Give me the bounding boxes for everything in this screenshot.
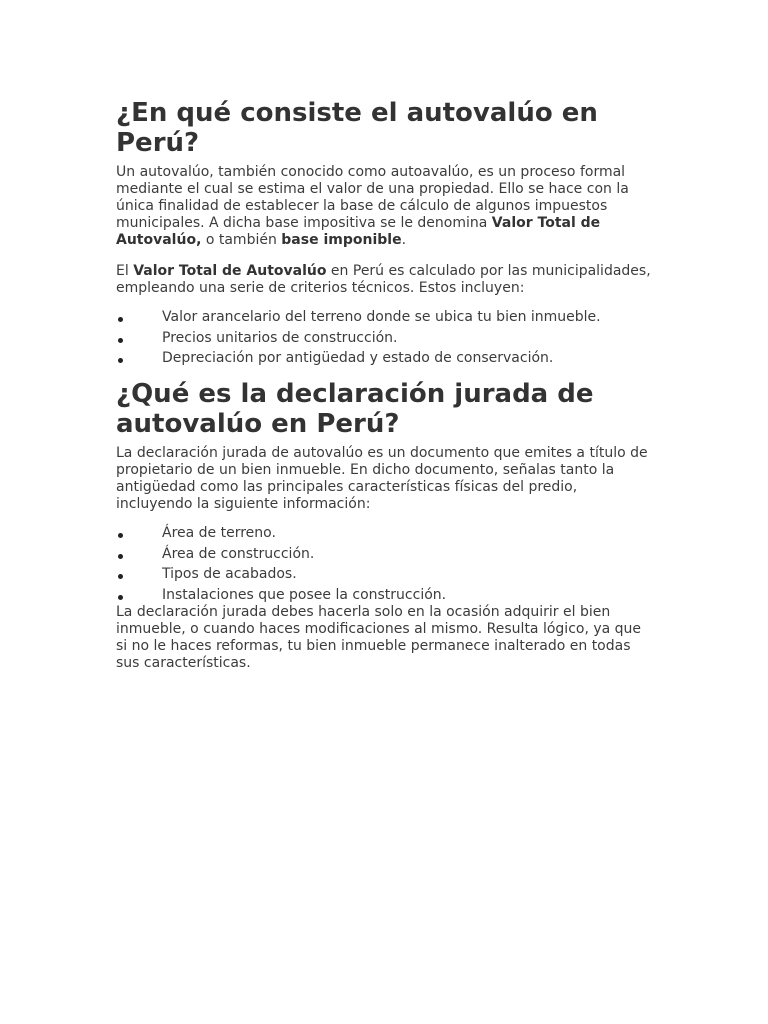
section-1-p1-bold-valor-total: Valor Total de Autovalúo, [116,215,601,248]
section-1-p1-end: . [401,232,407,248]
list-item-text: Precios unitarios de construcción. [162,329,398,346]
document-page [116,98,656,672]
section-1-p1-text: Un autovalúo, también conocido como autoavalúo, es un proceso formal mediante el cual se estima el valor de una propiedad. Ello se hace con la única finalidad de establecer la base de cálculo de algunos impuestos municipales. A dicha base impositiva se le denomina [116,164,629,231]
section-1-bullet-list [116,309,656,367]
list-item [116,546,656,563]
list-item [116,309,656,326]
list-item [116,350,656,367]
bullet-icon [118,338,123,343]
list-item [116,330,656,347]
list-item [116,566,656,583]
list-item-text: Tipos de acabados. [162,566,297,582]
bullet-icon [118,574,123,579]
section-2-heading: ¿Qué es la declaración jurada de autovalúo en Perú? [116,379,594,439]
list-item-text: Instalaciones que posee la construcción. [162,586,447,603]
section-1-p2-rest: en Perú es calculado por las municipalidades, empleando una serie de criterios técnicos. Estos incluyen: [116,263,651,296]
section-1-p2-start: El [116,263,134,279]
section-1-paragraph-1 [116,164,656,249]
list-item [116,525,656,542]
list-item-text: Valor arancelario del terreno donde se ubica tu bien inmueble. [162,309,601,325]
bullet-icon [118,595,123,600]
section-1-p1-mid: o también [201,232,282,248]
list-item-text: Área de construcción. [162,545,315,562]
list-item [116,587,656,604]
bullet-icon [118,533,123,538]
section-2-bullet-list [116,525,656,604]
bullet-icon [118,317,123,322]
section-2-paragraph-1: La declaración jurada de autovalúo es un documento que emites a título de propietario de un bien inmueble. En dicho documento, señalas tanto la antigüedad como las principales características físicas del predio, incluyendo la siguiente información: [116,445,648,512]
bullet-icon [118,358,123,363]
bullet-icon [118,554,123,559]
section-1-paragraph-2 [116,263,656,297]
list-item-text: Área de terreno. [162,525,276,541]
section-1-p2-bold: Valor Total de Autovalúo [133,263,327,279]
section-2-paragraph-2: La declaración jurada debes hacerla solo en la ocasión adquirir el bien inmueble, o cuando haces modificaciones al mismo. Resulta lógico, ya que si no le haces reformas, tu bien inmueble permanece inalterado en todas sus características. [116,603,642,671]
section-1-p1-bold-base-imponible: base imponible [281,232,402,248]
list-item-text: Depreciación por antigüedad y estado de conservación. [162,350,554,366]
section-1-heading: ¿En qué consiste el autovalúo en Perú? [116,98,598,158]
